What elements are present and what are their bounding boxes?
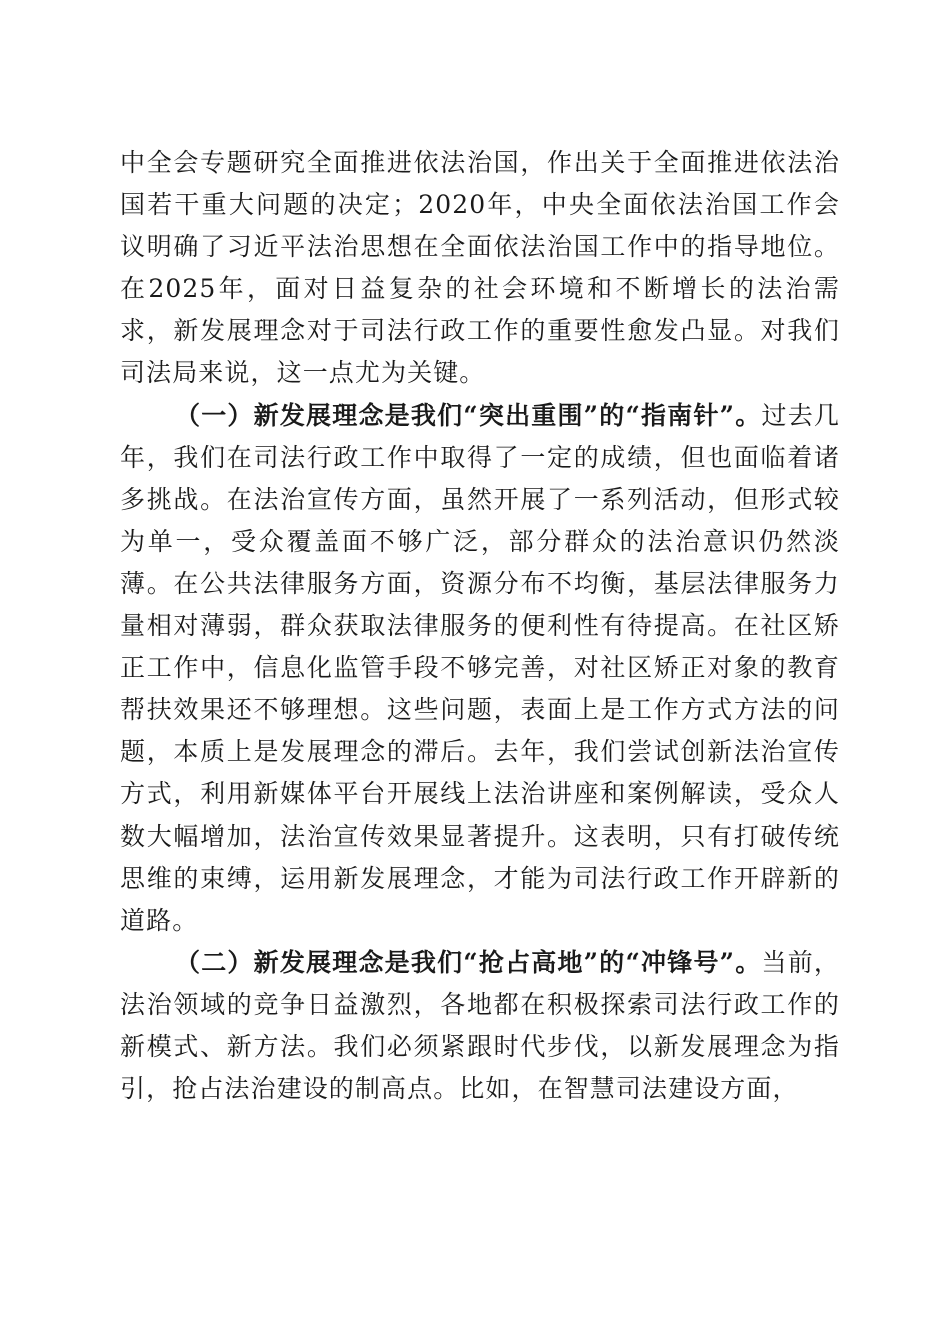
paragraph-section-one bbox=[120, 395, 840, 942]
paragraph-section-two bbox=[120, 942, 840, 1110]
section-heading: （一）新发展理念是我们“突出重围”的“指南针”。 bbox=[175, 400, 762, 430]
paragraph-text: 中全会专题研究全面推进依法治国，作出关于全面推进依法治国若干重大问题的决定；2020年，中央全面依法治国工作会议明确了习近平法治思想在全面依法治国工作中的指导地位。在2025年，面对日益复杂的社会环境和不断增长的法治需求，新发展理念对于司法行政工作的重要性愈发凸显。对我们司法局来说，这一点尤为关键。 bbox=[120, 148, 840, 388]
paragraph-text: 当前，法治领域的竞争日益激烈，各地都在积极探索司法行政工作的新模式、新方法。我们必须紧跟时代步伐，以新发展理念为指引，抢占法治建设的制高点。比如，在智慧司法建设方面， bbox=[120, 947, 840, 1104]
paragraph-text: 过去几年，我们在司法行政工作中取得了一定的成绩，但也面临着诸多挑战。在法治宣传方面，虽然开展了一系列活动，但形式较为单一，受众覆盖面不够广泛，部分群众的法治意识仍然淡薄。在公共法律服务方面，资源分布不均衡，基层法律服务力量相对薄弱，群众获取法律服务的便利性有待提高。在社区矫正工作中，信息化监管手段不够完善，对社区矫正对象的教育帮扶效果还不够理想。这些问题，表面上是工作方式方法的问题，本质上是发展理念的滞后。去年，我们尝试创新法治宣传方式，利用新媒体平台开展线上法治讲座和案例解读，受众人数大幅增加，法治宣传效果显著提升。这表明，只有打破传统思维的束缚，运用新发展理念，才能为司法行政工作开辟新的道路。 bbox=[120, 400, 840, 935]
section-heading: （二）新发展理念是我们“抢占高地”的“冲锋号”。 bbox=[175, 947, 762, 977]
paragraph-intro bbox=[120, 142, 840, 395]
document-body bbox=[120, 142, 840, 1110]
